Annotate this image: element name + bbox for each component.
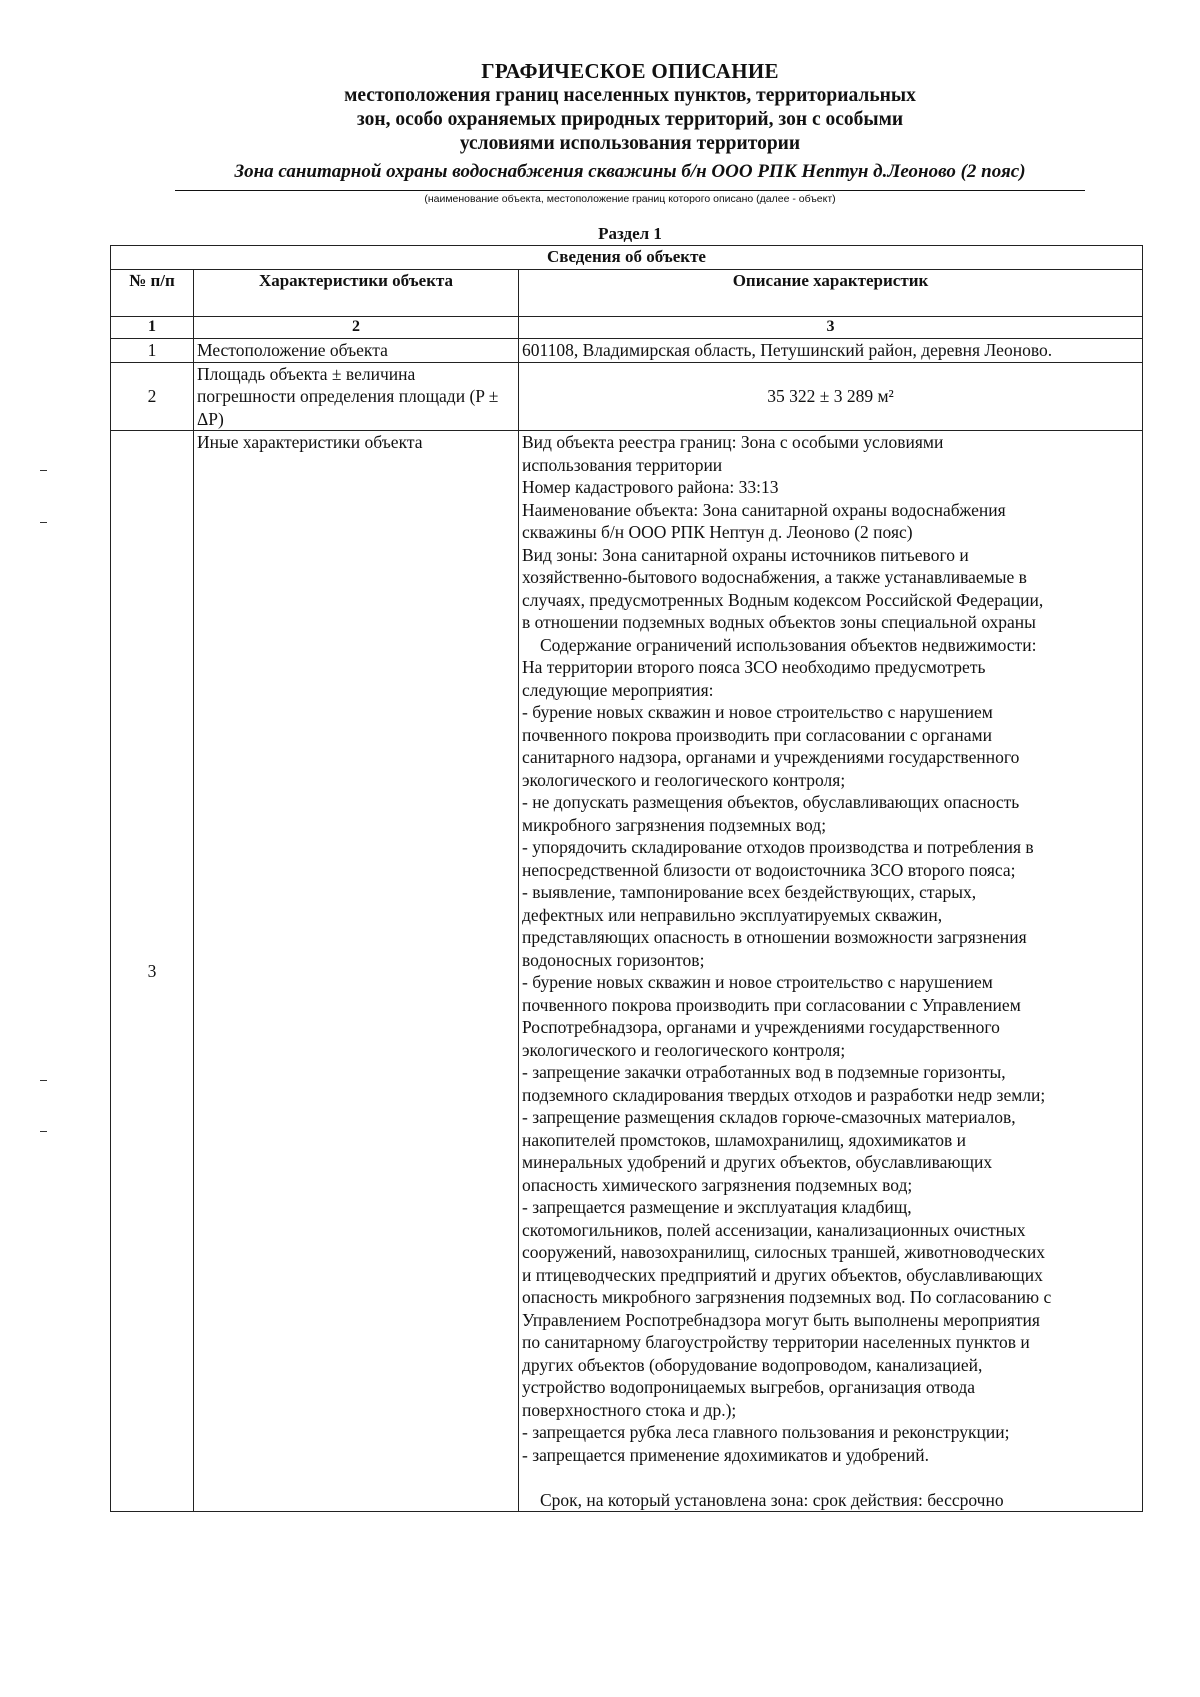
description-line: - запрещается рубка леса главного пользования и реконструкции;	[522, 1422, 1010, 1442]
description-line: подземного складирования твердых отходов и разработки недр земли;	[522, 1084, 1046, 1105]
description-spacer	[522, 1466, 1139, 1489]
description-line: Вид объекта реестра границ: Зона с особыми условиями	[522, 432, 944, 452]
description-line: хозяйственно-бытового водоснабжения, а также устанавливаемые в	[522, 567, 1027, 587]
column-number-1: 1	[111, 317, 194, 339]
description-line: Вид зоны: Зона санитарной охраны источников питьевого и	[522, 544, 969, 565]
margin-mark	[40, 1080, 47, 1081]
description-line: сооружений, навозохранилищ, силосных траншей, животноводческих	[522, 1242, 1045, 1262]
row-value-multiline	[519, 431, 1143, 1512]
margin-mark	[40, 470, 47, 471]
description-line: скотомогильников, полей ассенизации, канализационных очистных	[522, 1219, 1026, 1240]
description-line: санитарного надзора, органами и учреждениями государственного	[522, 747, 1020, 767]
section-title: Раздел 1	[598, 224, 662, 243]
table-row	[111, 339, 1143, 363]
subtitle-line-1: местоположения границ населенных пунктов, территориальных	[344, 85, 916, 106]
description-line: Наименование объекта: Зона санитарной охраны водоснабжения	[522, 499, 1006, 520]
description-line: почвенного покрова производить при согласовании с Управлением	[522, 994, 1021, 1015]
table-caption: Сведения об объекте	[111, 246, 1143, 270]
margin-mark	[40, 1131, 47, 1132]
description-line: Номер кадастрового района: 33:13	[522, 477, 779, 497]
description-line: опасность микробного загрязнения подземных вод. По согласованию с	[522, 1287, 1052, 1307]
description-line: опасность химического загрязнения подземных вод;	[522, 1174, 913, 1195]
table-row	[111, 362, 1143, 431]
title-block	[180, 58, 1080, 156]
column-header-characteristics: Характеристики объекта	[194, 270, 519, 317]
description-line: непосредственной близости от водоисточника ЗСО второго пояса;	[522, 859, 1016, 880]
description-line: На территории второго пояса ЗСО необходимо предусмотреть	[522, 657, 986, 677]
row-characteristic: Иные характеристики объекта	[194, 431, 519, 1512]
term-line: Срок, на который установлена зона: срок действия: бессрочно	[540, 1489, 1004, 1510]
description-line: - упорядочить складирование отходов производства и потребления в	[522, 837, 1034, 857]
description-line: почвенного покрова производить при согласовании с органами	[522, 724, 992, 745]
document-title: ГРАФИЧЕСКОЕ ОПИСАНИЕ	[481, 59, 779, 83]
row-value: 601108, Владимирская область, Петушинский район, деревня Леоново.	[519, 339, 1143, 363]
object-name: Зона санитарной охраны водоснабжения скважины б/н ООО РПК Нептун д.Леоново (2 пояс)	[234, 161, 1026, 182]
margin-mark	[40, 522, 47, 523]
object-info-table	[110, 245, 1143, 1512]
description-line: по санитарному благоустройству территории населенных пунктов и	[522, 1332, 1030, 1352]
column-number-3: 3	[519, 317, 1143, 339]
description-line: минеральных удобрений и других объектов, обуславливающих	[522, 1152, 993, 1172]
description-line: скважины б/н ООО РПК Нептун д. Леоново (2 пояс)	[522, 522, 913, 542]
description-line: и птицеводческих предприятий и других объектов, обуславливающих	[522, 1264, 1043, 1285]
description-line: - не допускать размещения объектов, обуславливающих опасность	[522, 792, 1020, 812]
description-line: - запрещается применение ядохимикатов и удобрений.	[522, 1444, 930, 1465]
subtitle-line-3: условиями использования территории	[459, 133, 801, 154]
description-line: дефектных или неправильно эксплуатируемых скважин,	[522, 904, 943, 925]
description-line: накопителей промстоков, шламохранилищ, ядохимикатов и	[522, 1129, 967, 1150]
row-value: 35 322 ± 3 289 м²	[519, 362, 1143, 431]
description-line: - запрещается размещение и эксплуатация кладбищ,	[522, 1197, 912, 1217]
column-number-2: 2	[194, 317, 519, 339]
description-line: Управлением Роспотребнадзора могут быть выполнены мероприятия	[522, 1309, 1040, 1330]
description-line: - запрещение размещения складов горюче-смазочных материалов,	[522, 1107, 1016, 1127]
description-line: устройство водопроницаемых выгребов, организация отвода	[522, 1377, 976, 1397]
object-name-underline	[175, 190, 1085, 191]
description-line: - запрещение закачки отработанных вод в подземные горизонты,	[522, 1062, 1006, 1082]
description-line: микробного загрязнения подземных вод;	[522, 814, 827, 835]
description-line: в отношении подземных водных объектов зоны специальной охраны	[522, 612, 1036, 632]
row-number: 1	[111, 339, 194, 363]
table-row	[111, 431, 1143, 1512]
description-line: водоносных горизонтов;	[522, 949, 705, 970]
subtitle-line-2: зон, особо охраняемых природных территорий, зон с особыми	[356, 109, 904, 130]
description-line: представляющих опасность в отношении возможности загрязнения	[522, 927, 1027, 947]
description-line: Содержание ограничений использования объектов недвижимости:	[540, 634, 1037, 655]
description-line: случаях, предусмотренных Водным кодексом Российской Федерации,	[522, 589, 1044, 610]
object-caption: (наименование объекта, местоположение границ которого описано (далее - объект)	[424, 193, 836, 205]
row-number: 2	[111, 362, 194, 431]
description-line: - выявление, тампонирование всех бездействующих, старых,	[522, 882, 977, 902]
row-number: 3	[111, 431, 194, 1512]
description-line: других объектов (оборудование водопроводом, канализацией,	[522, 1354, 983, 1375]
description-line: экологического и геологического контроля;	[522, 1039, 846, 1060]
column-header-num: № п/п	[111, 270, 194, 317]
row-characteristic: Местоположение объекта	[194, 339, 519, 363]
row-characteristic: Площадь объекта ± величина погрешности определения площади (P ± ΔP)	[194, 362, 519, 431]
description-line: использования территории	[522, 454, 723, 475]
description-line: следующие мероприятия:	[522, 679, 714, 700]
description-line: - бурение новых скважин и новое строительство с нарушением	[522, 972, 993, 992]
column-header-description: Описание характеристик	[519, 270, 1143, 317]
description-line: поверхностного стока и др.);	[522, 1399, 737, 1420]
description-line: Роспотребнадзора, органами и учреждениями государственного	[522, 1017, 1000, 1037]
description-line: - бурение новых скважин и новое строительство с нарушением	[522, 702, 993, 722]
description-line: экологического и геологического контроля;	[522, 769, 846, 790]
